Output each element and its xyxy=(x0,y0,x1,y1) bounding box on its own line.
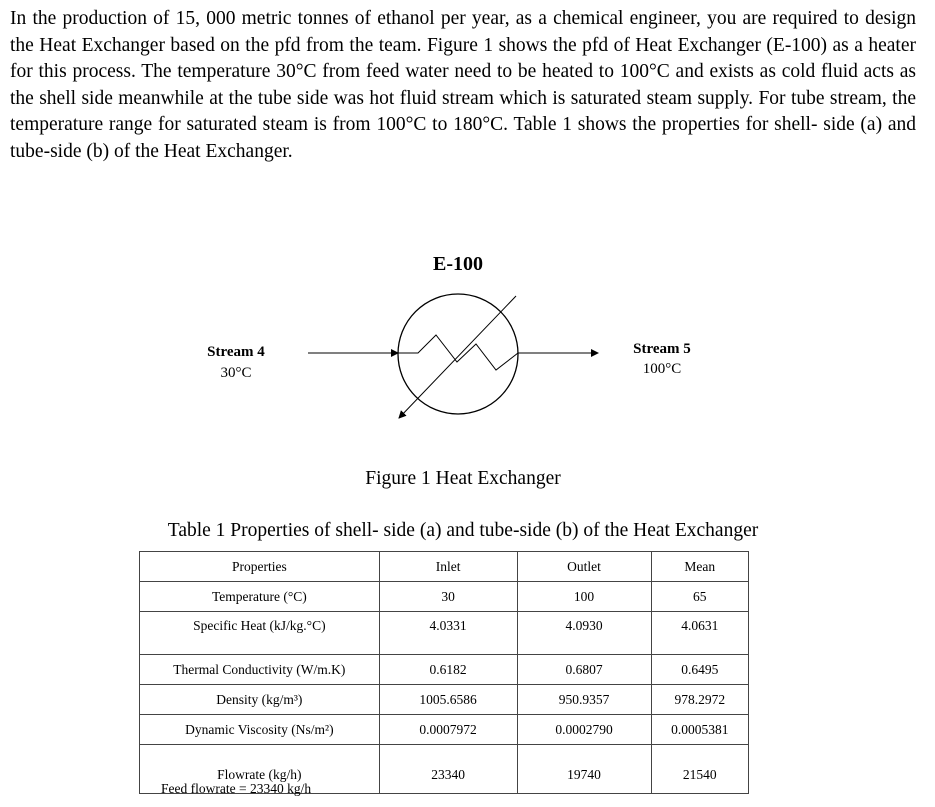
row-mean: 21540 xyxy=(651,745,748,794)
equipment-tag: E-100 xyxy=(433,253,483,275)
row-outlet: 4.0930 xyxy=(517,612,651,655)
stream-out-name: Stream 5 xyxy=(633,341,691,357)
stream-in-name: Stream 4 xyxy=(207,344,265,360)
row-property: Temperature (°C) xyxy=(140,582,380,612)
row-outlet: 0.0002790 xyxy=(517,715,651,745)
row-mean: 978.2972 xyxy=(651,685,748,715)
pfd-diagram xyxy=(0,220,935,450)
row-inlet: 0.6182 xyxy=(379,655,517,685)
header-mean: Mean xyxy=(651,552,748,582)
table-row xyxy=(140,612,749,655)
row-inlet: 30 xyxy=(379,582,517,612)
header-outlet: Outlet xyxy=(517,552,651,582)
steam-diagonal-arrow xyxy=(399,296,516,418)
row-inlet: 1005.6586 xyxy=(379,685,517,715)
properties-table xyxy=(139,551,749,794)
header-inlet: Inlet xyxy=(379,552,517,582)
row-outlet: 950.9357 xyxy=(517,685,651,715)
row-mean: 4.0631 xyxy=(651,612,748,655)
row-outlet: 19740 xyxy=(517,745,651,794)
row-mean: 65 xyxy=(651,582,748,612)
row-property: Thermal Conductivity (W/m.K) xyxy=(140,655,380,685)
table-header-row xyxy=(140,552,749,582)
row-mean: 0.0005381 xyxy=(651,715,748,745)
problem-statement: In the production of 15, 000 metric tonnes of ethanol per year, as a chemical engineer, you are required to design the Heat Exchanger based on the pfd from the team. Figure 1 shows the pfd of Heat Exchanger (E-100) as a heater for this process. The temperature 30°C from feed water need to be heated to 100°C and exists as cold fluid acts as the shell side meanwhile at the tube side was hot fluid stream which is saturated steam supply. For tube stream, the temperature range for saturated steam is from 100°C to 180°C. Table 1 shows the properties for shell- side (a) and tube-side (b) of the Heat Exchanger. xyxy=(10,8,916,162)
row-property: Dynamic Viscosity (Ns/m²) xyxy=(140,715,380,745)
row-outlet: 0.6807 xyxy=(517,655,651,685)
stream-in-temp: 30°C xyxy=(220,365,252,381)
row-property: Density (kg/m³) xyxy=(140,685,380,715)
table-caption: Table 1 Properties of shell- side (a) and tube-side (b) of the Heat Exchanger xyxy=(167,520,759,541)
table-row xyxy=(140,685,749,715)
stream-out-temp: 100°C xyxy=(642,361,682,377)
table-row xyxy=(140,655,749,685)
row-inlet: 4.0331 xyxy=(379,612,517,655)
feed-flowrate-note: Feed flowrate = 23340 kg/h xyxy=(161,781,312,796)
row-outlet: 100 xyxy=(517,582,651,612)
tube-zigzag xyxy=(398,335,518,370)
table-row xyxy=(140,715,749,745)
row-inlet: 0.0007972 xyxy=(379,715,517,745)
row-mean: 0.6495 xyxy=(651,655,748,685)
row-inlet: 23340 xyxy=(379,745,517,794)
row-property: Specific Heat (kJ/kg.°C) xyxy=(140,612,380,655)
figure-caption: Figure 1 Heat Exchanger xyxy=(365,468,561,489)
table-row xyxy=(140,582,749,612)
header-properties: Properties xyxy=(140,552,380,582)
row-property: Flowrate (kg/h) xyxy=(140,745,380,794)
